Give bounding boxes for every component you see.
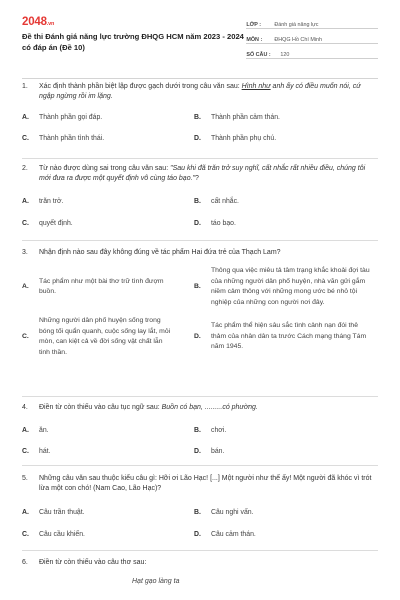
- question-5: [22, 474, 378, 539]
- options: [22, 197, 378, 228]
- header-left: [22, 14, 246, 72]
- options: [22, 508, 378, 539]
- options: [22, 113, 378, 143]
- question-stem: [22, 474, 378, 494]
- header-divider: [22, 78, 378, 79]
- exam-title: Đề thi Đánh giá năng lực trường ĐHQG HCM năm 2023 - 2024 có đáp án (Đề 10): [22, 32, 244, 52]
- question-divider: [22, 396, 378, 397]
- question-stem: [22, 82, 378, 102]
- options-row-2: [22, 316, 378, 358]
- meta-class-row: [246, 14, 378, 29]
- option-d[interactable]: D. Câu cảm thán.: [194, 531, 256, 538]
- meta-subject-row: [246, 29, 378, 44]
- question-text: Điền từ còn thiếu vào câu tục ngữ sau: Buồn có bạn, .........có phường.: [39, 404, 258, 411]
- option-c[interactable]: C. Câu cầu khiến.: [22, 531, 85, 538]
- option-c[interactable]: C. quyết định.: [22, 220, 73, 227]
- question-text: Nhận định nào sau đây không đúng về tác phẩm Hai đứa trẻ của Thạch Lam?: [39, 249, 281, 256]
- question-divider: [22, 465, 378, 466]
- option-b[interactable]: B. chơi.: [194, 427, 227, 434]
- question-text: Xác định thành phần biệt lập được gạch dưới trong câu văn sau: Hình như anh ấy có điều muốn nói, cứ ngập ngừng rồi im lặng.: [39, 83, 361, 100]
- poem-line: Hạt gạo làng ta: [132, 578, 180, 585]
- option-b[interactable]: B. Thành phần cảm thán.: [194, 114, 280, 121]
- question-text: Những câu văn sau thuộc kiểu câu gì: Hỡi ơi Lão Hạc! [...] Một người như thế ấy! Một người đã khóc vì trót lừa một con chó! (Nam Cao, Lão Hạc)?: [39, 475, 372, 492]
- question-3: [22, 248, 378, 358]
- exam-meta: [246, 14, 378, 72]
- option-d[interactable]: D. Tác phẩm thể hiện sâu sắc tình cảnh nạn đói thê thảm của nhân dân ta trước Cách mạng tháng Tám năm 1945.: [194, 322, 367, 351]
- option-a[interactable]: A. Tác phẩm như một bài thơ trữ tình đượm buồn.: [22, 277, 164, 295]
- option-b[interactable]: B. Câu nghi vấn.: [194, 509, 254, 516]
- option-d[interactable]: D. bán.: [194, 448, 225, 455]
- question-number: 3.: [22, 249, 28, 256]
- question-stem: [22, 403, 378, 413]
- question-text: Điền từ còn thiếu vào câu thơ sau:: [39, 559, 147, 566]
- option-a[interactable]: A. ăn.: [22, 427, 49, 434]
- options: [22, 426, 378, 456]
- question-number: 6.: [22, 559, 28, 566]
- option-a[interactable]: A. Thành phần gọi đáp.: [22, 114, 103, 121]
- question-2: [22, 164, 378, 228]
- option-b[interactable]: B. cất nhắc.: [194, 198, 239, 205]
- question-divider: [22, 550, 378, 551]
- meta-value: 120: [280, 52, 290, 58]
- question-4: [22, 403, 378, 456]
- question-stem: [22, 248, 378, 258]
- meta-key: MÔN :: [246, 37, 263, 43]
- option-b[interactable]: B. Thông qua việc miêu tả tâm trạng khắc khoải đợi tàu của những người dân phố huyện, nhà văn gửi gắm niềm cảm thông với những mong ước bé nhỏ tội nghiệp của những con người nơi đây.: [194, 267, 370, 306]
- meta-value: ĐHQG Hồ Chí Minh: [274, 37, 323, 43]
- header: [22, 14, 378, 72]
- option-c[interactable]: C. hát.: [22, 448, 51, 455]
- question-6: [22, 558, 378, 585]
- question-stem: [22, 164, 378, 184]
- meta-count-row: [246, 44, 378, 59]
- question-stem: [22, 558, 378, 568]
- question-number: 4.: [22, 404, 28, 411]
- site-logo[interactable]: 2048.vn: [22, 16, 55, 28]
- option-d[interactable]: D. táo bạo.: [194, 220, 236, 227]
- question-text: Từ nào được dùng sai trong câu văn sau: "Sau khi đã trăn trở suy nghĩ, cất nhắc rất nhiều điều, chúng tôi mới đưa ra được một quyết định vô cùng táo bạo."?: [39, 165, 366, 182]
- meta-key: LỚP :: [246, 22, 262, 28]
- meta-value: Đánh giá năng lực: [274, 22, 319, 28]
- question-1: [22, 82, 378, 143]
- option-c[interactable]: C. Thành phần tình thái.: [22, 135, 105, 142]
- meta-key: SỐ CÂU :: [246, 52, 271, 58]
- question-divider: [22, 240, 378, 241]
- option-c[interactable]: C. Những người dân phố huyện sống trong bóng tối quẩn quanh, cuộc sống lay lắt, mỏi mòn, can kiệt cả về đời sống vật chất lẫn tinh thần.: [22, 317, 171, 356]
- question-number: 2.: [22, 165, 28, 172]
- options-row-1: [22, 266, 378, 308]
- question-divider: [22, 158, 378, 159]
- option-a[interactable]: A. trăn trở.: [22, 198, 64, 205]
- option-d[interactable]: D. Thành phần phụ chú.: [194, 135, 277, 142]
- question-number: 5.: [22, 475, 28, 482]
- question-number: 1.: [22, 83, 28, 90]
- option-a[interactable]: A. Câu trần thuật.: [22, 509, 85, 516]
